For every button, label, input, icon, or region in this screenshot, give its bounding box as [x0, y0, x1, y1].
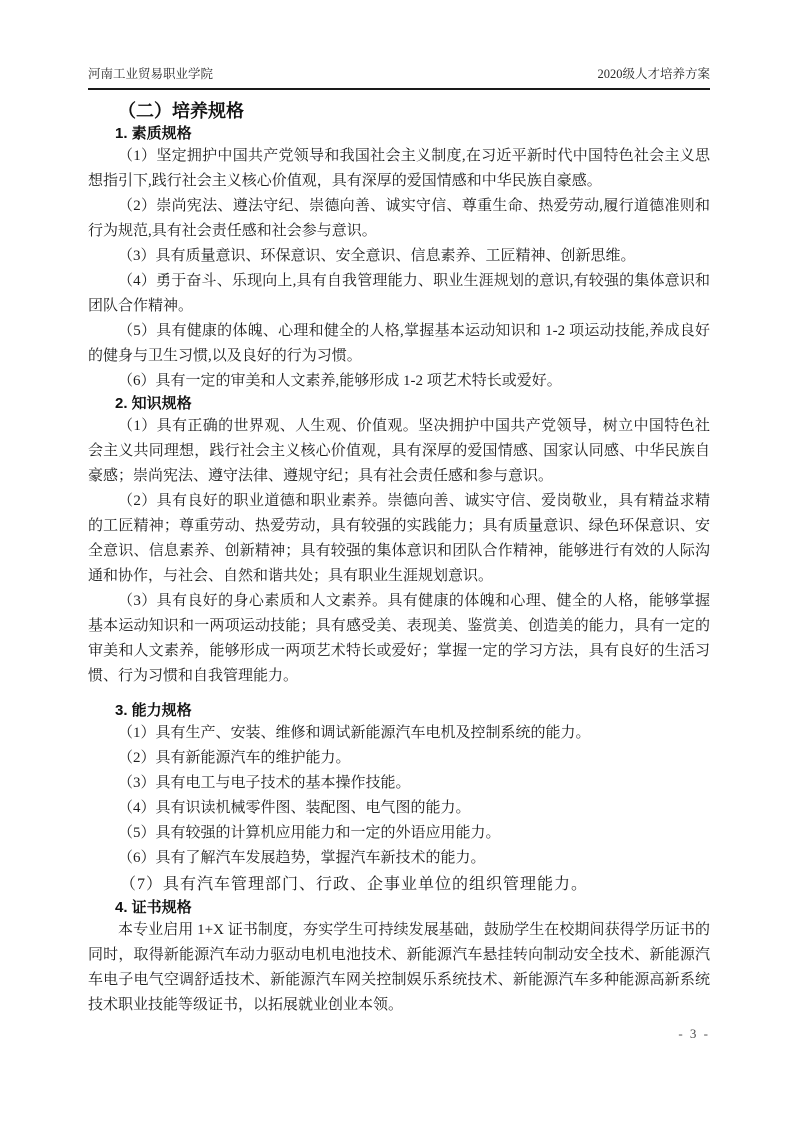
paragraph: （3）具有质量意识、环保意识、安全意识、信息素养、工匠精神、创新思维。 [118, 248, 636, 264]
ability-item: （1）具有生产、安装、维修和调试新能源汽车电机及控制系统的能力。 [118, 725, 591, 741]
paragraph: （5）具有健康的体魄、心理和健全的人格,掌握基本运动知识和 1-2 项运动技能,养成良好的健身与卫生习惯,以及良好的行为习惯。 [88, 323, 710, 364]
section-heading-certificate: 4. 证书规格 [115, 899, 192, 916]
page-number: - 3 - [678, 1026, 710, 1041]
paragraph: （1）具有正确的世界观、人生观、价值观。坚决拥护中国共产党领导，树立中国特色社会主义共同理想，践行社会主义核心价值观，具有深厚的爱国情感、国家认同感、中华民族自豪感；崇尚宪法、遵守法律、遵规守纪；具有社会责任感和参与意识。 [88, 418, 710, 484]
section-certificate [88, 898, 710, 1018]
paragraph: 本专业启用 1+X 证书制度，夯实学生可持续发展基础，鼓励学生在校期间获得学历证书的同时，取得新能源汽车动力驱动电机电池技术、新能源汽车悬挂转向制动安全技术、新能源汽车电子电气空调舒适技术、新能源汽车网关控制娱乐系统技术、新能源汽车多种能源高新系统技术职业技能等级证书，以拓展就业创业本领。 [88, 922, 710, 1013]
section-title: （二）培养规格 [118, 101, 244, 121]
paragraph: （3）具有良好的身心素质和人文素养。具有健康的体魄和心理、健全的人格，能够掌握基本运动知识和一两项运动技能；具有感受美、表现美、鉴赏美、创造美的能力，具有一定的审美和人文素养，能够形成一两项艺术特长或爱好；掌握一定的学习方法，具有良好的生活习惯、行为习惯和自我管理能力。 [88, 593, 710, 684]
section-knowledge [88, 394, 710, 689]
header-school-name: 河南工业贸易职业学院 [88, 67, 214, 81]
document-body [88, 100, 710, 1018]
ability-item: （3）具有电工与电子技术的基本操作技能。 [118, 775, 411, 791]
ability-item: （2）具有新能源汽车的维护能力。 [118, 750, 351, 766]
ability-item: （6）具有了解汽车发展趋势，掌握汽车新技术的能力。 [118, 850, 486, 866]
ability-item: （7）具有汽车管理部门、行政、企事业单位的组织管理能力。 [120, 876, 589, 893]
section-heading-ability: 3. 能力规格 [115, 702, 192, 719]
ability-item: （5）具有较强的计算机应用能力和一定的外语应用能力。 [118, 825, 501, 841]
paragraph: （2）崇尚宪法、遵法守纪、崇德向善、诚实守信、尊重生命、热爱劳动,履行道德准则和行为规范,具有社会责任感和社会参与意识。 [88, 198, 710, 239]
section-heading-knowledge: 2. 知识规格 [115, 395, 192, 412]
page-header [88, 64, 710, 90]
section-quality [88, 124, 710, 394]
paragraph: （6）具有一定的审美和人文素养,能够形成 1-2 项艺术特长或爱好。 [118, 373, 562, 389]
section-ability [88, 701, 710, 898]
paragraph: （4）勇于奋斗、乐现向上,具有自我管理能力、职业生涯规划的意识,有较强的集体意识和团队合作精神。 [88, 273, 710, 314]
paragraph: （1）坚定拥护中国共产党领导和我国社会主义制度,在习近平新时代中国特色社会主义思想指引下,践行社会主义核心价值观，具有深厚的爱国情感和中华民族自豪感。 [88, 148, 710, 189]
page-footer [88, 1026, 710, 1042]
ability-item: （4）具有识读机械零件图、装配图、电气图的能力。 [118, 800, 471, 816]
header-doc-title: 2020级人才培养方案 [597, 67, 710, 81]
paragraph: （2）具有良好的职业道德和职业素养。崇德向善、诚实守信、爱岗敬业，具有精益求精的工匠精神；尊重劳动、热爱劳动，具有较强的实践能力；具有质量意识、绿色环保意识、安全意识、信息素养、创新精神；具有较强的集体意识和团队合作精神，能够进行有效的人际沟通和协作，与社会、自然和谐共处；具有职业生涯规划意识。 [88, 493, 710, 584]
section-heading-quality: 1. 素质规格 [115, 125, 192, 142]
